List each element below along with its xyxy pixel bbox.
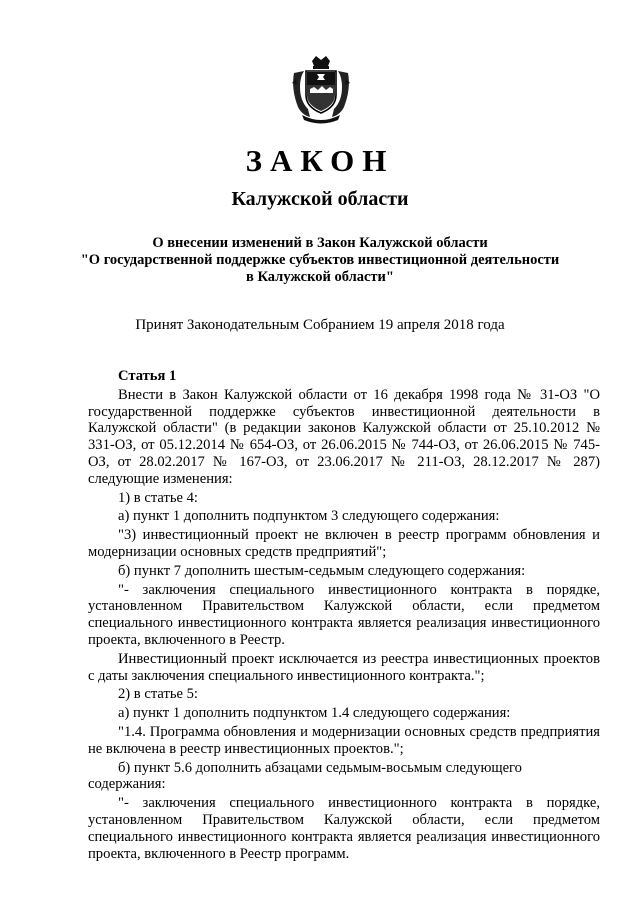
- coat-of-arms-icon: [290, 55, 352, 125]
- paragraph: 1) в статье 4:: [118, 489, 198, 506]
- document-title: ЗАКОН: [245, 143, 395, 178]
- paragraph: а) пункт 1 дополнить подпунктом 1.4 следующего содержания:: [118, 705, 511, 722]
- paragraph: б) пункт 7 дополнить шестым-седьмым следующего содержания:: [118, 562, 526, 579]
- adoption-note: Принят Законодательным Собранием 19 апреля 2018 года: [135, 317, 505, 333]
- paragraph: "- заключения специального инвестиционного контракта в порядке, установленном Правительством Калужской области, если предметом специального инвестиционного контракта является реализация инвестиционного проекта, включенного в Реестр.: [88, 581, 600, 648]
- document-region: Калужской области: [231, 188, 409, 210]
- paragraph: "3) инвестиционный проект не включен в реестр программ обновления и модернизации основных средств предприятий";: [88, 527, 600, 560]
- subject-line: в Калужской области": [246, 269, 394, 285]
- subject-line: "О государственной поддержке субъектов инвестиционной деятельности: [80, 252, 560, 268]
- article-body: [88, 368, 600, 864]
- document-subject: [0, 235, 640, 286]
- paragraph: Внести в Закон Калужской области от 16 декабря 1998 года № 31-ОЗ "О государственной поддержке субъектов инвестиционной деятельности в Калужской области" (в редакции законов Калужской области от 25.10.2012 № 331-ОЗ, от 05.12.2014 № 654-ОЗ, от 26.06.2015 № 744-ОЗ, от 26.06.2015 № 745-ОЗ, от 28.02.2017 № 167-ОЗ, от 23.06.2017 № 211-ОЗ, 28.12.2017 № 287) следующие изменения:: [88, 386, 600, 487]
- paragraph: 2) в статье 5:: [118, 686, 198, 703]
- paragraph: б) пункт 5.6 дополнить абзацами седьмым-восьмым следующего содержания:: [88, 759, 522, 793]
- paragraph: а) пункт 1 дополнить подпунктом 3 следующего содержания:: [118, 508, 500, 525]
- article-heading: Статья 1: [118, 368, 177, 384]
- subject-line: О внесении изменений в Закон Калужской области: [152, 235, 488, 251]
- paragraph: "1.4. Программа обновления и модернизации основных средств предприятия не включена в реестр инвестиционных проектов.";: [88, 723, 600, 757]
- paragraph: "- заключения специального инвестиционного контракта в порядке, установленном Правительством Калужской области, если предметом специального инвестиционного контракта является реализация инвестиционного проекта, включенного в Реестр программ.: [88, 795, 600, 862]
- paragraph: Инвестиционный проект исключается из реестра инвестиционных проектов с даты заключения специального инвестиционного контракта.";: [88, 650, 600, 684]
